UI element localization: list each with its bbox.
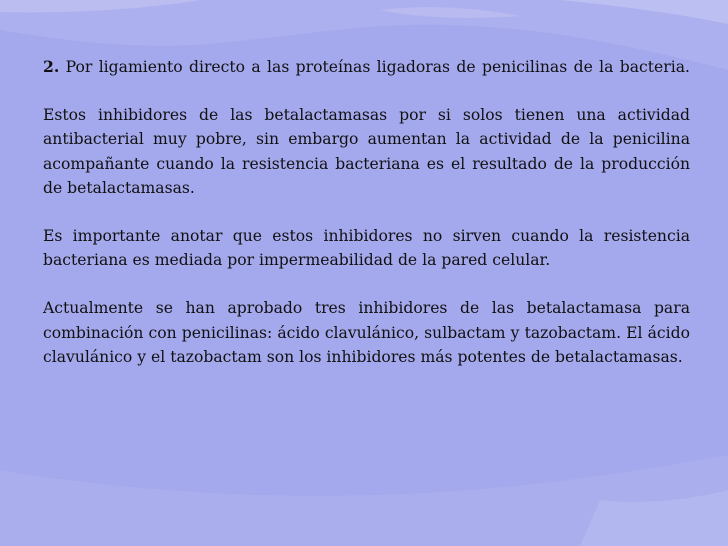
paragraph-number: 2.	[43, 57, 60, 76]
paragraph-2: Estos inhibidores de las betalactamasas por si solos tienen una actividad antibacterial muy pobre, sin embargo aumentan la actividad de la penicilina acompañante cuando la resistencia bacteriana es el resultado de la producción de betalactamasas.	[43, 106, 690, 197]
paragraph-3: Es importante anotar que estos inhibidores no sirven cuando la resistencia bacteriana es mediada por impermeabilidad de la pared celular.	[43, 227, 690, 270]
paragraph-1-text: Por ligamiento directo a las proteínas ligadoras de penicilinas de la bacteria.	[65, 58, 690, 76]
paragraph-4: Actualmente se han aprobado tres inhibidores de las betalactamasa para combinación con penicilinas: ácido clavulánico, sulbactam y tazobactam. El ácido clavulánico y el tazobactam son los inhibidores más potentes de betalactamasas.	[43, 299, 690, 366]
slide-body	[43, 55, 690, 393]
paragraph-1	[43, 55, 690, 79]
